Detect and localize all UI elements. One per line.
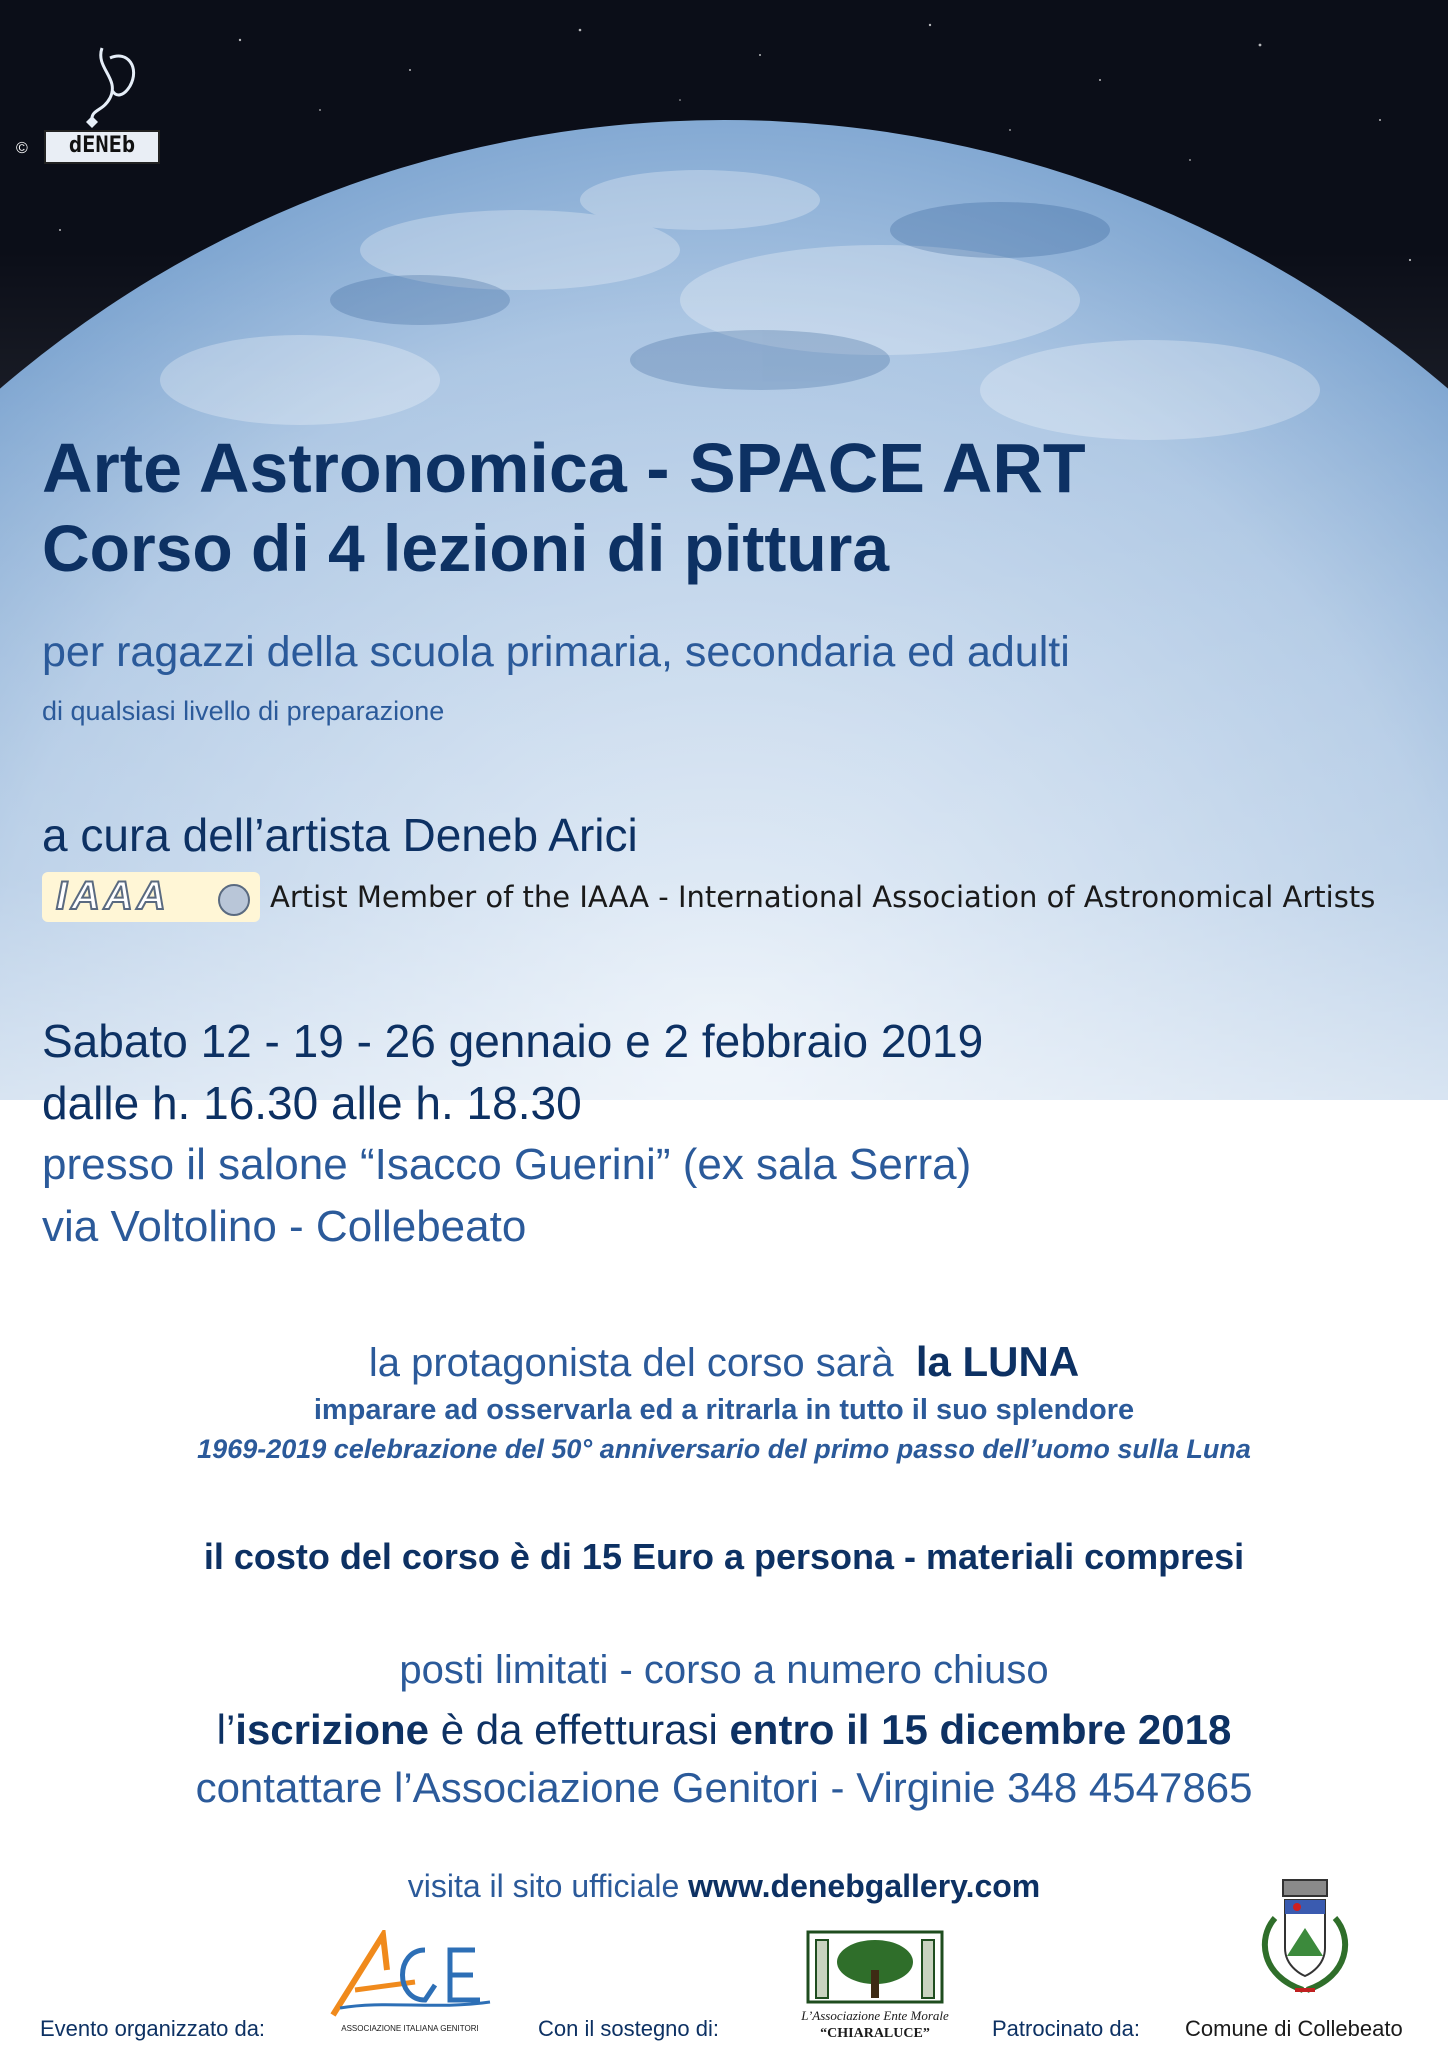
organized-by-label: Evento organizzato da: xyxy=(40,2016,266,2041)
chiaraluce-logo xyxy=(800,1930,950,2042)
registration-word: iscrizione xyxy=(235,1706,430,1753)
iaaa-logo-orbit xyxy=(218,884,250,916)
age-logo xyxy=(325,1930,495,2038)
chiaraluce-name-1: L’Associazione Ente Morale xyxy=(801,2008,949,2023)
registration-deadline-line xyxy=(0,1706,1448,1754)
level-text: di qualsiasi livello di preparazione xyxy=(42,696,445,726)
registration-middle: è da effetturasi xyxy=(429,1706,730,1753)
registration-deadline: entro il 15 dicembre 2018 xyxy=(729,1706,1232,1753)
age-name: ASSOCIAZIONE ITALIANA GENITORI xyxy=(341,2024,479,2033)
crest-icon xyxy=(1245,1878,1365,2006)
venue-text: presso il salone “Isacco Guerini” (ex sala Serra) xyxy=(42,1140,972,1189)
age-logo-text xyxy=(325,1930,327,1931)
curated-by-text: a cura dell’artista Deneb Arici xyxy=(42,809,638,861)
deneb-wordmark: dENEb xyxy=(44,130,160,164)
iaaa-logo xyxy=(42,872,260,922)
cost-text: il costo del corso è di 15 Euro a persona - materiali compresi xyxy=(203,1536,1245,1577)
title-line-2: Corso di 4 lezioni di pittura xyxy=(42,511,890,585)
tree-icon xyxy=(800,1930,950,2004)
support-label: Con il sostegno di: xyxy=(538,2016,719,2041)
patron-name: Comune di Collebeato xyxy=(1185,2016,1403,2041)
audience-text: per ragazzi della scuola primaria, secondaria ed adulti xyxy=(42,628,1070,676)
website-line xyxy=(0,1868,1448,1905)
dates-text: Sabato 12 - 19 - 26 gennaio e 2 febbraio 2019 xyxy=(42,1015,984,1067)
registration-prefix: l’ xyxy=(216,1706,236,1753)
theme-subject: la LUNA xyxy=(915,1338,1080,1385)
website-label: visita il sito ufficiale xyxy=(407,1868,680,1904)
collebeato-crest xyxy=(1245,1878,1365,2006)
title-line-1: Arte Astronomica - SPACE ART xyxy=(42,429,1086,507)
chiaraluce-name-2: “CHIARALUCE” xyxy=(820,2026,930,2041)
theme-line xyxy=(0,1338,1448,1386)
limited-places-text: posti limitati - corso a numero chiuso xyxy=(399,1648,1049,1692)
theme-anniversary: 1969-2019 celebrazione del 50° anniversario del primo passo dell’uomo sulla Luna xyxy=(197,1434,1251,1464)
address-text: via Voltolino - Collebeato xyxy=(42,1202,527,1251)
website-url[interactable]: www.denebgallery.com xyxy=(688,1868,1041,1904)
patron-label: Patrocinato da: xyxy=(992,2016,1140,2041)
hours-text: dalle h. 16.30 alle h. 18.30 xyxy=(42,1077,582,1129)
theme-intro: la protagonista del corso sarà xyxy=(368,1341,894,1385)
contact-text: contattare l’Associazione Genitori - Virginie 348 4547865 xyxy=(195,1764,1253,1811)
theme-tagline: imparare ad osservarla ed a ritrarla in tutto il suo splendore xyxy=(313,1394,1135,1426)
copyright-symbol: © xyxy=(16,140,28,157)
age-logo-mark xyxy=(325,1930,495,2020)
membership-text: Artist Member of the IAAA - International Association of Astronomical Artists xyxy=(270,880,1376,914)
iaaa-logo-text: IAAA xyxy=(56,874,170,918)
